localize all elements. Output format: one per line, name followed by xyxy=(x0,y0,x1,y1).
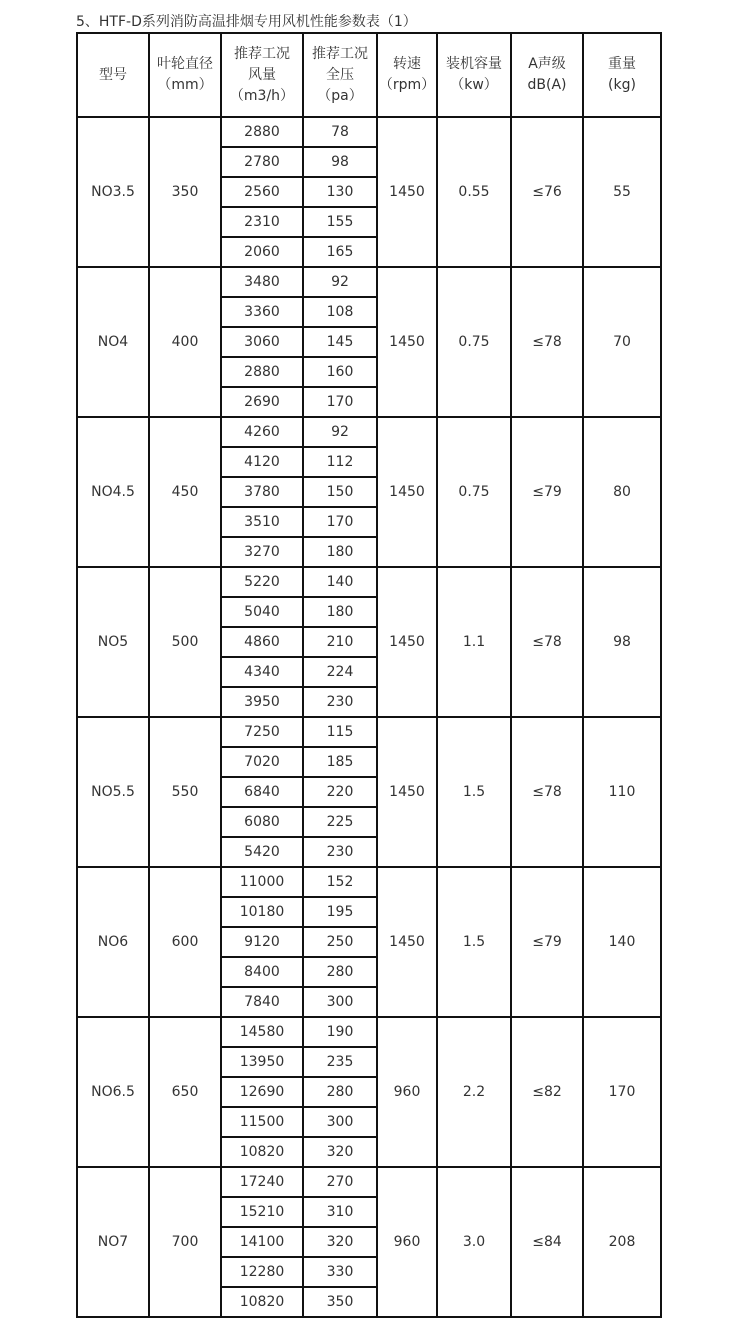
speed-cell: 1450 xyxy=(377,567,437,717)
airflow-cell: 10820 xyxy=(221,1287,303,1317)
pressure-cell: 300 xyxy=(303,1107,377,1137)
noise-cell: ≤79 xyxy=(511,867,583,1017)
pressure-cell: 190 xyxy=(303,1017,377,1047)
pressure-cell: 225 xyxy=(303,807,377,837)
pressure-cell: 112 xyxy=(303,447,377,477)
weight-cell: 98 xyxy=(583,567,661,717)
pressure-cell: 115 xyxy=(303,717,377,747)
power-cell: 2.2 xyxy=(437,1017,511,1167)
airflow-cell: 5420 xyxy=(221,837,303,867)
pressure-cell: 320 xyxy=(303,1137,377,1167)
airflow-cell: 7250 xyxy=(221,717,303,747)
model-cell: NO7 xyxy=(77,1167,149,1317)
airflow-cell: 4120 xyxy=(221,447,303,477)
pressure-cell: 235 xyxy=(303,1047,377,1077)
airflow-cell: 15210 xyxy=(221,1197,303,1227)
pressure-cell: 280 xyxy=(303,957,377,987)
model-cell: NO4 xyxy=(77,267,149,417)
pressure-cell: 98 xyxy=(303,147,377,177)
diameter-cell: 700 xyxy=(149,1167,221,1317)
power-cell: 0.75 xyxy=(437,267,511,417)
weight-cell: 208 xyxy=(583,1167,661,1317)
speed-cell: 1450 xyxy=(377,717,437,867)
pressure-cell: 230 xyxy=(303,687,377,717)
airflow-cell: 2690 xyxy=(221,387,303,417)
header-noise: A声级 dB(A) xyxy=(511,33,583,117)
table-row xyxy=(77,567,661,597)
pressure-cell: 130 xyxy=(303,177,377,207)
power-cell: 0.75 xyxy=(437,417,511,567)
weight-cell: 140 xyxy=(583,867,661,1017)
header-model: 型号 xyxy=(77,33,149,117)
airflow-cell: 13950 xyxy=(221,1047,303,1077)
airflow-cell: 7840 xyxy=(221,987,303,1017)
airflow-cell: 3780 xyxy=(221,477,303,507)
pressure-cell: 220 xyxy=(303,777,377,807)
airflow-cell: 4260 xyxy=(221,417,303,447)
pressure-cell: 350 xyxy=(303,1287,377,1317)
pressure-cell: 92 xyxy=(303,417,377,447)
model-cell: NO4.5 xyxy=(77,417,149,567)
pressure-cell: 230 xyxy=(303,837,377,867)
speed-cell: 1450 xyxy=(377,417,437,567)
airflow-cell: 4860 xyxy=(221,627,303,657)
speed-cell: 960 xyxy=(377,1167,437,1317)
table-caption: 5、HTF-D系列消防高温排烟专用风机性能参数表（1） xyxy=(76,14,417,30)
pressure-cell: 150 xyxy=(303,477,377,507)
airflow-cell: 11500 xyxy=(221,1107,303,1137)
weight-cell: 80 xyxy=(583,417,661,567)
airflow-cell: 3950 xyxy=(221,687,303,717)
model-cell: NO3.5 xyxy=(77,117,149,267)
power-cell: 1.1 xyxy=(437,567,511,717)
airflow-cell: 7020 xyxy=(221,747,303,777)
pressure-cell: 210 xyxy=(303,627,377,657)
noise-cell: ≤78 xyxy=(511,267,583,417)
header-row xyxy=(77,33,661,117)
airflow-cell: 2310 xyxy=(221,207,303,237)
speed-cell: 1450 xyxy=(377,117,437,267)
airflow-cell: 17240 xyxy=(221,1167,303,1197)
pressure-cell: 300 xyxy=(303,987,377,1017)
pressure-cell: 152 xyxy=(303,867,377,897)
weight-cell: 170 xyxy=(583,1017,661,1167)
noise-cell: ≤78 xyxy=(511,717,583,867)
noise-cell: ≤78 xyxy=(511,567,583,717)
airflow-cell: 3270 xyxy=(221,537,303,567)
table-row xyxy=(77,1017,661,1047)
airflow-cell: 14580 xyxy=(221,1017,303,1047)
pressure-cell: 145 xyxy=(303,327,377,357)
power-cell: 0.55 xyxy=(437,117,511,267)
pressure-cell: 160 xyxy=(303,357,377,387)
airflow-cell: 3480 xyxy=(221,267,303,297)
pressure-cell: 195 xyxy=(303,897,377,927)
pressure-cell: 108 xyxy=(303,297,377,327)
pressure-cell: 310 xyxy=(303,1197,377,1227)
model-cell: NO5 xyxy=(77,567,149,717)
pressure-cell: 320 xyxy=(303,1227,377,1257)
power-cell: 1.5 xyxy=(437,717,511,867)
pressure-cell: 78 xyxy=(303,117,377,147)
airflow-cell: 12690 xyxy=(221,1077,303,1107)
pressure-cell: 224 xyxy=(303,657,377,687)
airflow-cell: 11000 xyxy=(221,867,303,897)
pressure-cell: 155 xyxy=(303,207,377,237)
weight-cell: 70 xyxy=(583,267,661,417)
table-row xyxy=(77,1167,661,1197)
airflow-cell: 6840 xyxy=(221,777,303,807)
model-cell: NO5.5 xyxy=(77,717,149,867)
weight-cell: 110 xyxy=(583,717,661,867)
pressure-cell: 330 xyxy=(303,1257,377,1287)
airflow-cell: 4340 xyxy=(221,657,303,687)
airflow-cell: 6080 xyxy=(221,807,303,837)
pressure-cell: 180 xyxy=(303,597,377,627)
model-cell: NO6 xyxy=(77,867,149,1017)
diameter-cell: 600 xyxy=(149,867,221,1017)
header-speed: 转速 （rpm） xyxy=(377,33,437,117)
pressure-cell: 250 xyxy=(303,927,377,957)
diameter-cell: 400 xyxy=(149,267,221,417)
table-row xyxy=(77,117,661,147)
airflow-cell: 2880 xyxy=(221,117,303,147)
weight-cell: 55 xyxy=(583,117,661,267)
speed-cell: 1450 xyxy=(377,267,437,417)
airflow-cell: 2880 xyxy=(221,357,303,387)
airflow-cell: 3060 xyxy=(221,327,303,357)
pressure-cell: 140 xyxy=(303,567,377,597)
airflow-cell: 5220 xyxy=(221,567,303,597)
airflow-cell: 3360 xyxy=(221,297,303,327)
airflow-cell: 12280 xyxy=(221,1257,303,1287)
header-airflow: 推荐工况 风量 （m3/h） xyxy=(221,33,303,117)
fan-spec-table xyxy=(76,32,662,1318)
airflow-cell: 8400 xyxy=(221,957,303,987)
airflow-cell: 3510 xyxy=(221,507,303,537)
pressure-cell: 185 xyxy=(303,747,377,777)
airflow-cell: 10820 xyxy=(221,1137,303,1167)
header-weight: 重量 (kg) xyxy=(583,33,661,117)
diameter-cell: 500 xyxy=(149,567,221,717)
diameter-cell: 350 xyxy=(149,117,221,267)
header-total-pressure: 推荐工况 全压 （pa） xyxy=(303,33,377,117)
pressure-cell: 280 xyxy=(303,1077,377,1107)
pressure-cell: 170 xyxy=(303,507,377,537)
table-row xyxy=(77,417,661,447)
pressure-cell: 170 xyxy=(303,387,377,417)
pressure-cell: 270 xyxy=(303,1167,377,1197)
noise-cell: ≤84 xyxy=(511,1167,583,1317)
header-power: 装机容量 （kw） xyxy=(437,33,511,117)
diameter-cell: 450 xyxy=(149,417,221,567)
power-cell: 3.0 xyxy=(437,1167,511,1317)
table-row xyxy=(77,267,661,297)
airflow-cell: 9120 xyxy=(221,927,303,957)
speed-cell: 1450 xyxy=(377,867,437,1017)
pressure-cell: 180 xyxy=(303,537,377,567)
airflow-cell: 2780 xyxy=(221,147,303,177)
table-row xyxy=(77,867,661,897)
airflow-cell: 2060 xyxy=(221,237,303,267)
noise-cell: ≤76 xyxy=(511,117,583,267)
diameter-cell: 650 xyxy=(149,1017,221,1167)
table-row xyxy=(77,717,661,747)
diameter-cell: 550 xyxy=(149,717,221,867)
airflow-cell: 10180 xyxy=(221,897,303,927)
airflow-cell: 14100 xyxy=(221,1227,303,1257)
header-impeller-diameter: 叶轮直径 （mm） xyxy=(149,33,221,117)
noise-cell: ≤82 xyxy=(511,1017,583,1167)
model-cell: NO6.5 xyxy=(77,1017,149,1167)
power-cell: 1.5 xyxy=(437,867,511,1017)
pressure-cell: 165 xyxy=(303,237,377,267)
speed-cell: 960 xyxy=(377,1017,437,1167)
pressure-cell: 92 xyxy=(303,267,377,297)
airflow-cell: 2560 xyxy=(221,177,303,207)
airflow-cell: 5040 xyxy=(221,597,303,627)
noise-cell: ≤79 xyxy=(511,417,583,567)
